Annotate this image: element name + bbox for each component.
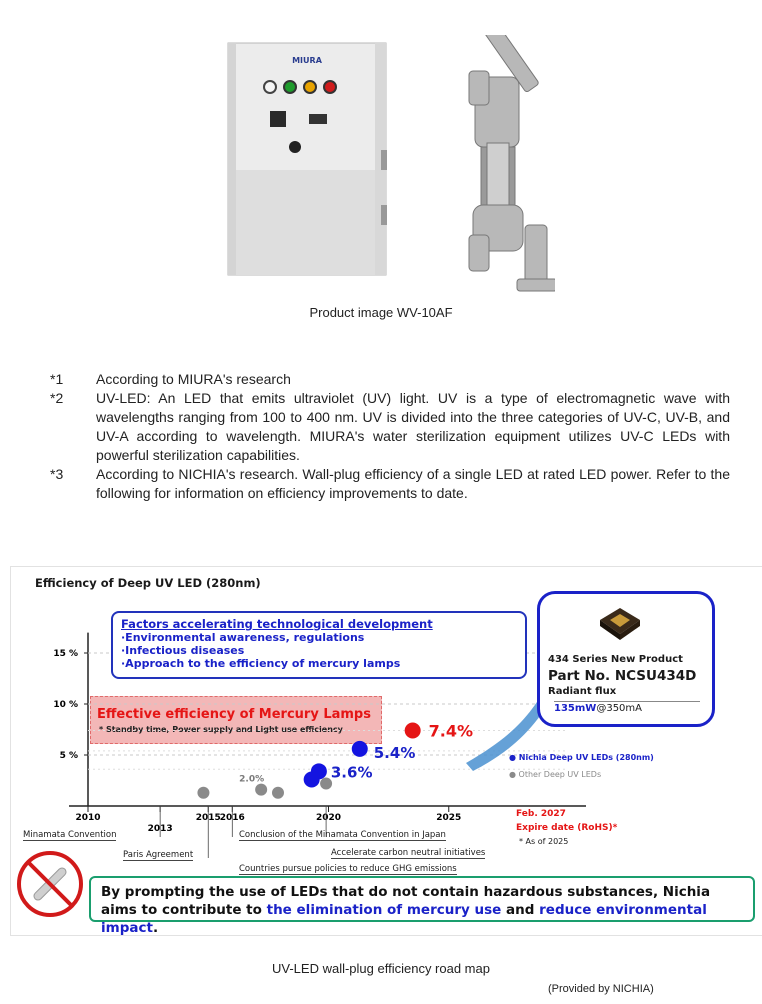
factor-item: ·Approach to the efficiency of mercury lamps xyxy=(121,657,401,670)
miura-logo: MIURA xyxy=(292,56,322,65)
data-point xyxy=(352,741,368,757)
note-text: According to MIURA's research xyxy=(96,371,291,387)
data-label-target: 7.4% xyxy=(428,721,474,741)
factor-item: ·Environmental awareness, regulations xyxy=(121,631,365,644)
mercury-band-sublabel: * Standby time, Power supply and Light use efficiency xyxy=(99,725,343,734)
valve-unit xyxy=(469,35,555,291)
legend-nichia: ● Nichia Deep UV LEDs (280nm) xyxy=(509,753,654,762)
roadmap-caption: UV-LED wall-plug efficiency road map xyxy=(272,961,490,976)
message-box xyxy=(89,876,755,936)
event-conclusion: Conclusion of the Minamata Convention in Japan xyxy=(239,830,446,840)
deadline-label: Expire date (RoHS)* xyxy=(516,823,618,833)
y-tick-label: 5 % xyxy=(59,751,78,761)
credit: (Provided by NICHIA) xyxy=(548,983,654,995)
radiant-flux-label: Radiant flux xyxy=(548,686,617,697)
product-caption: Product image WV-10AF xyxy=(309,305,453,320)
note-3 xyxy=(50,465,730,503)
y-tick-label: 15 % xyxy=(53,649,78,659)
message-part3: . xyxy=(152,920,159,936)
led-chip-icon xyxy=(596,602,642,642)
footnotes xyxy=(50,370,730,503)
deadline-date: Feb. 2027 xyxy=(516,809,566,819)
data-label-nichia-high: 5.4% xyxy=(373,743,416,762)
data-point xyxy=(311,763,327,779)
x-tick-label: 2013 xyxy=(147,824,173,834)
message-part1: By prompting the use of LEDs that do not contain hazardous substances, Nichia aims to contribute to xyxy=(101,884,711,918)
product-series: 434 Series New Product xyxy=(548,654,683,665)
note-mark: *3 xyxy=(50,466,64,482)
event-minamata: Minamata Convention xyxy=(23,830,117,840)
x-tick-label: 2015 xyxy=(195,813,221,823)
message-highlight1: the elimination of mercury use xyxy=(266,902,502,918)
efficiency-roadmap-chart xyxy=(10,566,762,936)
product-image xyxy=(225,35,555,295)
radiant-flux-value: 135mW xyxy=(554,703,597,714)
data-point xyxy=(405,723,421,739)
mercury-band-label: Effective efficiency of Mercury Lamps xyxy=(97,707,371,722)
chart-title: Efficiency of Deep UV LED (280nm) xyxy=(35,576,261,590)
radiant-flux-condition: @350mA xyxy=(596,703,642,714)
x-tick-label: 2010 xyxy=(75,813,101,823)
message-part2: and xyxy=(501,902,540,918)
radiant-flux-row xyxy=(554,701,700,714)
data-point xyxy=(255,784,267,796)
factors-box xyxy=(111,611,527,679)
x-tick-label: 2016 xyxy=(219,813,245,823)
note-mark: *2 xyxy=(50,390,64,406)
note-mark: *1 xyxy=(50,371,64,387)
x-tick-label: 2025 xyxy=(436,813,462,823)
no-mercury-lamp-icon xyxy=(15,849,85,919)
note-text: According to NICHIA's research. Wall-plug efficiency of a single LED at rated LED power. Refer to the following for information on efficiency improvements to date. xyxy=(96,466,730,501)
note-1 xyxy=(50,370,730,389)
deadline-note: * As of 2025 xyxy=(519,837,569,846)
data-label-other: 2.0% xyxy=(239,774,265,785)
factor-item: ·Infectious diseases xyxy=(121,644,245,657)
data-point xyxy=(197,787,209,799)
product-part-number: Part No. NCSU434D xyxy=(548,668,697,684)
note-text: UV-LED: An LED that emits ultraviolet (UV) light. UV is a type of electromagnetic wave with wavelengths ranging from 100 to 400 nm. UV is divided into the three categories of UV-C, UV-B, and UV-A according to wavelength. MIURA's water sterilization equipment utilizes UV-C LEDs with powerful sterilization capabilities. xyxy=(96,390,730,463)
legend-nichia-label: Nichia Deep UV LEDs (280nm) xyxy=(518,753,654,762)
note-2 xyxy=(50,389,730,465)
data-point xyxy=(272,787,284,799)
legend-other: ● Other Deep UV LEDs xyxy=(509,770,602,779)
data-label-nichia-mid: 3.6% xyxy=(330,763,373,782)
legend-other-label: Other Deep UV LEDs xyxy=(518,770,602,779)
control-box xyxy=(228,43,387,275)
message-highlight2: reduce environmental impact xyxy=(101,902,707,936)
new-product-box xyxy=(537,591,715,727)
x-tick-label: 2020 xyxy=(315,813,342,823)
event-carbon: Accelerate carbon neutral initiatives xyxy=(331,848,486,858)
y-tick-label: 10 % xyxy=(53,700,78,710)
event-ghg: Countries pursue policies to reduce GHG emissions xyxy=(239,864,457,874)
factors-title: Factors accelerating technological development xyxy=(121,617,433,631)
event-paris: Paris Agreement xyxy=(123,850,194,860)
